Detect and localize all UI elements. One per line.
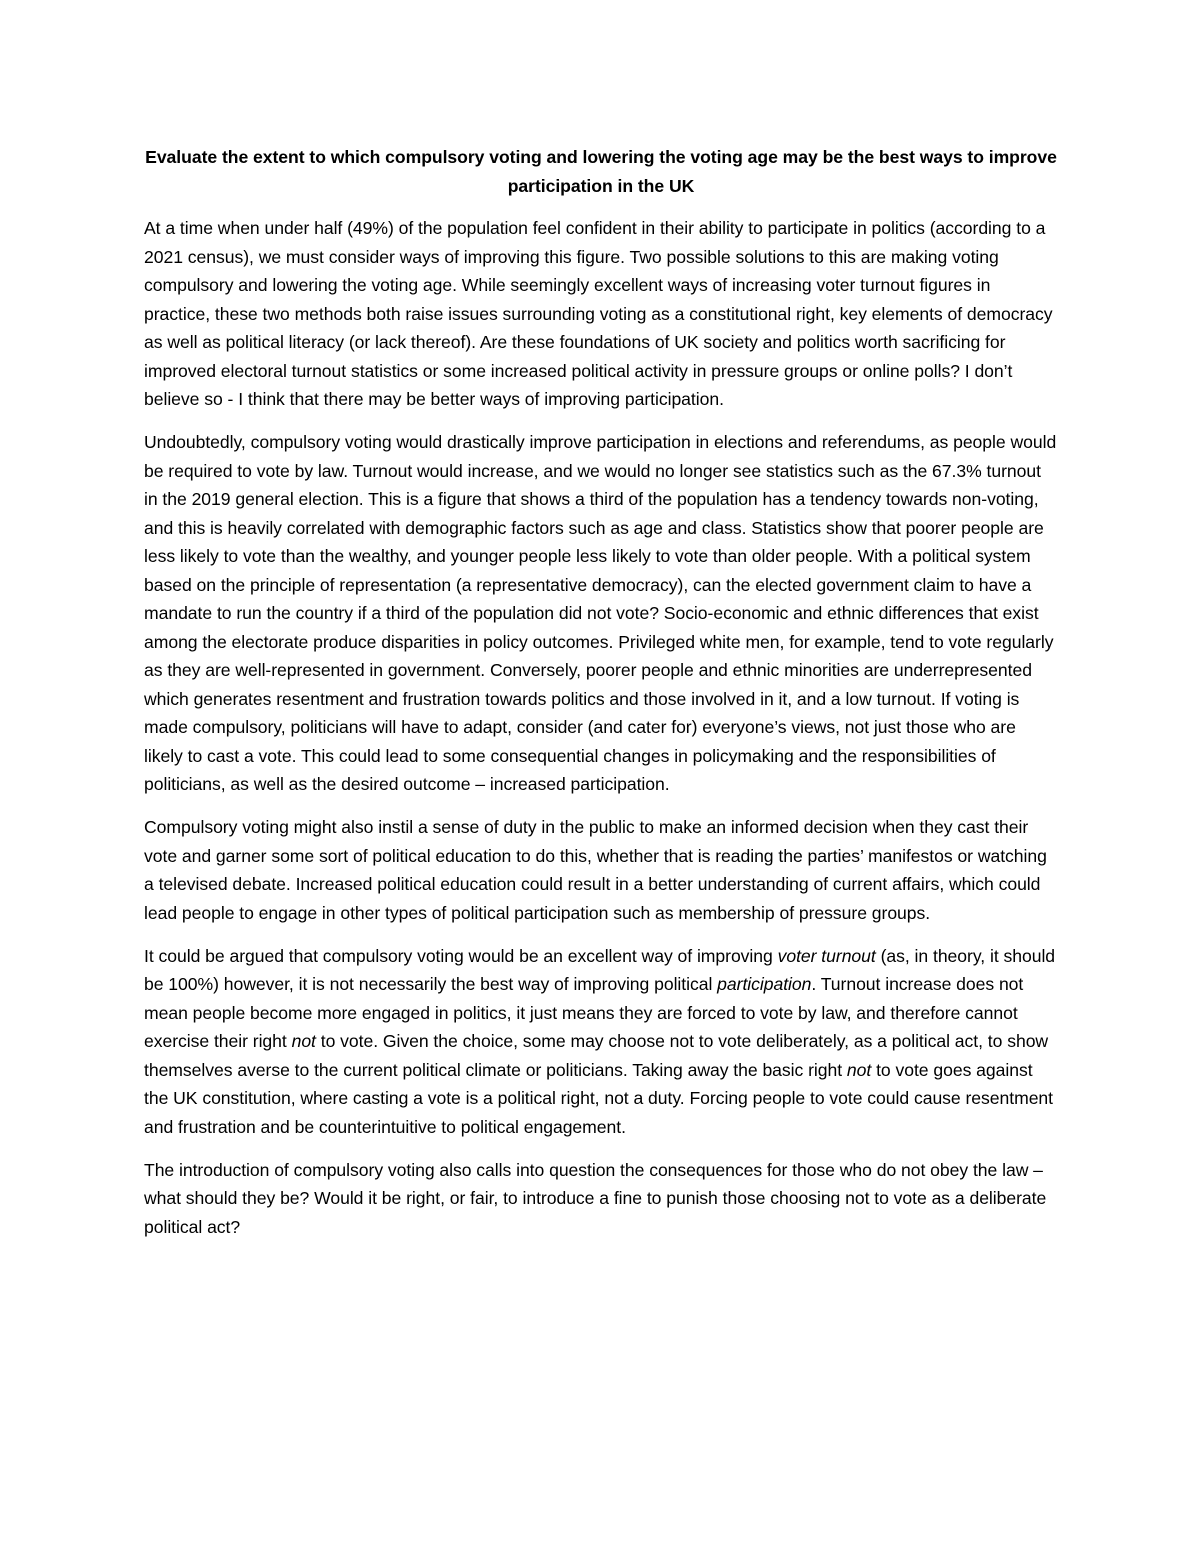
paragraph-text: Undoubtedly, compulsory voting would drastically improve participation in elections and referendums, as people would be required to vote by law. Turnout would increase, and we would no longer see statistics such as the 67.3% turnout in the 2019 general election. This is a figure that shows a third of the population has a tendency towards non-voting, and this is heavily correlated with demographic factors such as age and class. Statistics show that poorer people are less likely to vote than the wealthy, and younger people less likely to vote than older people. With a political system based on the principle of representation (a representative democracy), can the elected government claim to have a mandate to run the country if a third of the population did not vote? Socio-economic and ethnic differences that exist among the electorate produce disparities in policy outcomes. Privileged white men, for example, tend to vote regularly as they are well-represented in government. Conversely, poorer people and ethnic minorities are underrepresented which generates resentment and frustration towards politics and those involved in it, and a low turnout. If voting is made compulsory, politicians will have to adapt, consider (and cater for) everyone’s views, not just those who are likely to cast a vote. This could lead to some consequential changes in policymaking and the responsibilities of politicians, as well as the desired outcome – increased participation. [144, 432, 1057, 794]
italic-emphasis: participation [717, 974, 812, 994]
body-paragraph [144, 813, 1058, 927]
paragraph-text: . Turnout increase does not mean people become more engaged in politics, it just means they are forced to vote by law, and therefore cannot exercise their right [144, 974, 1024, 1051]
paragraph-text: to vote goes against the UK constitution, where casting a vote is a political right, not a duty. Forcing people to vote could cause resentment and frustration and be counterintuitive to political engagement. [144, 1059, 1054, 1137]
paragraph-text: The introduction of compulsory voting also calls into question the consequences for those who do not obey the law – what should they be? Would it be right, or fair, to introduce a fine to punish those choosing not to vote as a deliberate political act? [144, 1159, 1047, 1237]
paragraph-text: (as, in theory, it should be 100%) however, it is not necessarily the best way of improving political [144, 945, 1056, 994]
italic-emphasis: voter turnout [777, 945, 876, 966]
body-paragraph [144, 214, 1058, 414]
paragraph-text: to vote. Given the choice, some may choose not to vote deliberately, as a political act, to show themselves averse to the current political climate or politicians. Taking away the basic right [144, 1031, 1049, 1080]
italic-emphasis: not [846, 1059, 872, 1080]
document-body [144, 143, 1058, 1256]
body-paragraph [144, 428, 1058, 799]
essay-title: Evaluate the extent to which compulsory voting and lowering the voting age may be the best ways to improve participation in the UK [145, 147, 1057, 196]
body-paragraph [144, 1156, 1058, 1242]
essay-paragraphs [144, 214, 1058, 1241]
paragraph-text: At a time when under half (49%) of the population feel confident in their ability to participate in politics (according to a 2021 census), we must consider ways of improving this figure. Two possible solutions to this are making voting compulsory and lowering the voting age. While seemingly excellent ways of increasing voter turnout figures in practice, these two methods both raise issues surrounding voting as a constitutional right, key elements of democracy as well as political literacy (or lack thereof). Are these foundations of UK society and politics worth sacrificing for improved electoral turnout statistics or some increased political activity in pressure groups or online polls? I don’t believe so - I think that there may be better ways of improving participation. [144, 218, 1053, 409]
paragraph-text: It could be argued that compulsory voting would be an excellent way of improving [144, 945, 778, 966]
italic-emphasis: not [291, 1031, 316, 1051]
body-paragraph [144, 942, 1058, 1142]
paragraph-text: Compulsory voting might also instil a sense of duty in the public to make an informed decision when they cast their vote and garner some sort of political education to do this, whether that is reading the parties’ manifestos or watching a televised debate. Increased political education could result in a better understanding of current affairs, which could lead people to engage in other types of political participation such as membership of pressure groups. [144, 817, 1047, 923]
